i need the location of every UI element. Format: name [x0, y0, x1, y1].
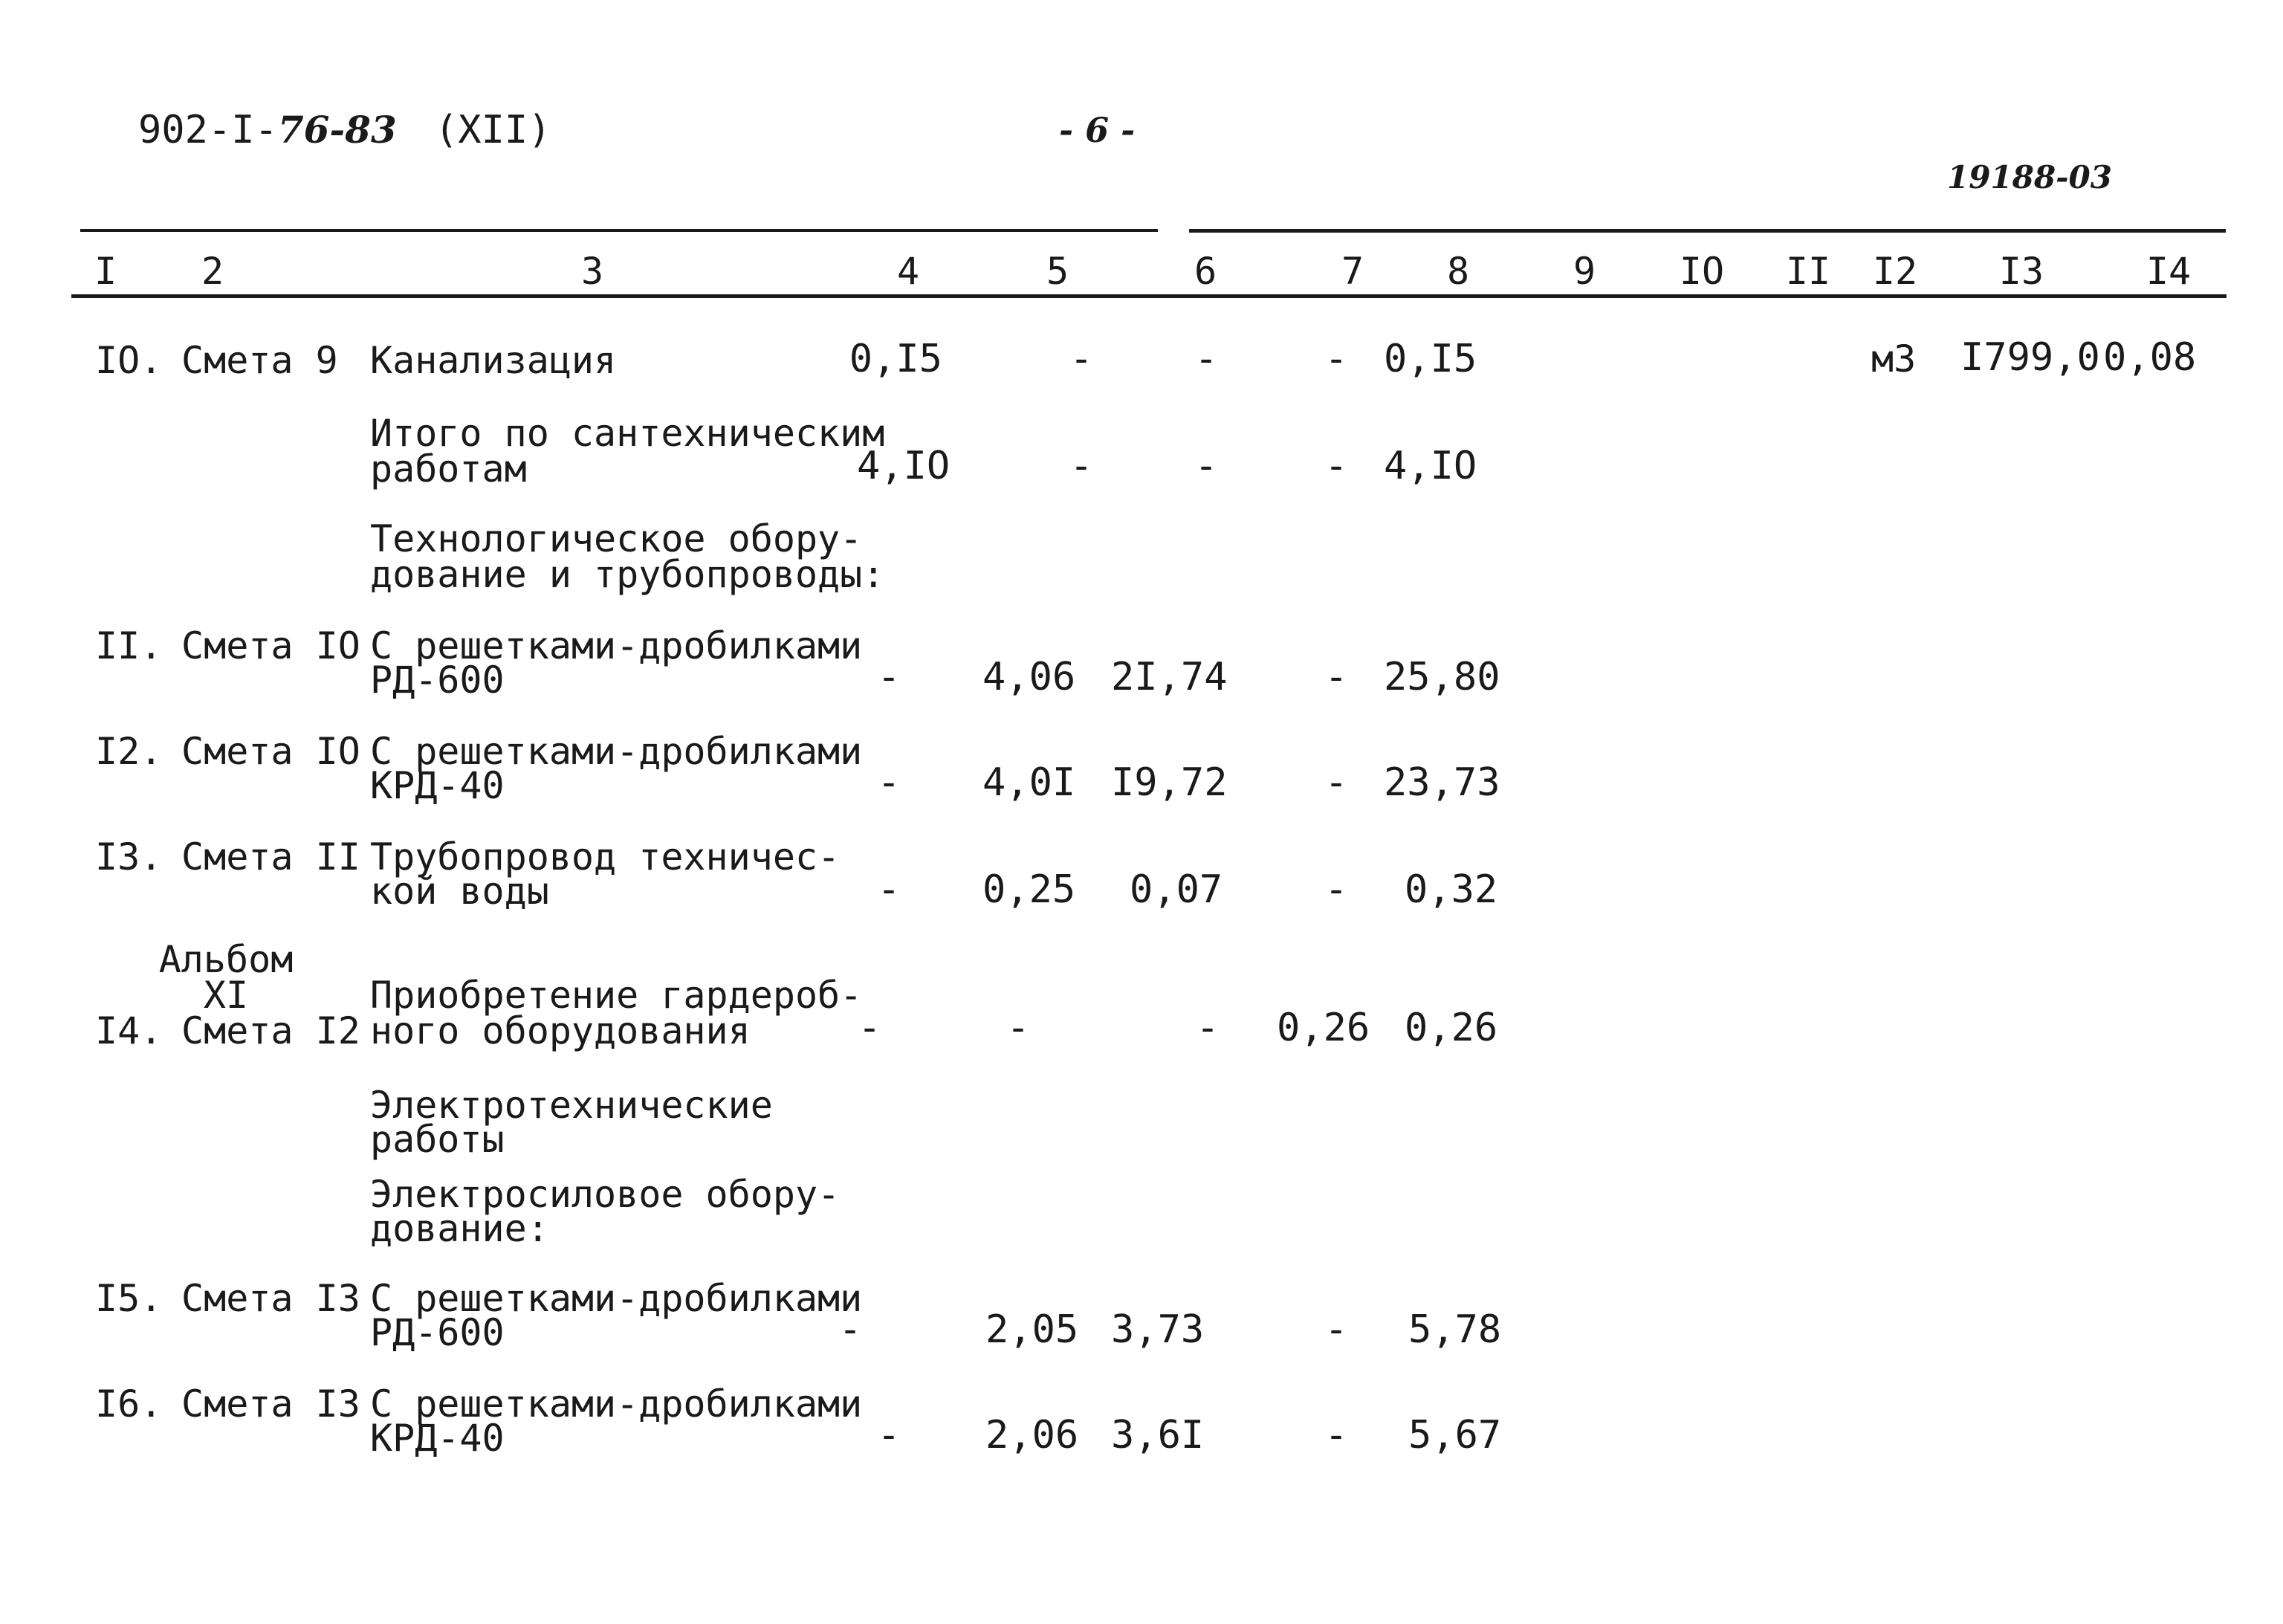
cell-col5: 2,06	[985, 1413, 1079, 1458]
work-description: С решетками-дробилками	[370, 730, 863, 773]
cell-col7: 0,26	[1277, 1006, 1370, 1050]
column-header: II	[1785, 250, 1831, 293]
cell-col12-unit: м3	[1871, 337, 1917, 381]
cell-col6: -	[1194, 337, 1218, 381]
cell-col5: 2,05	[985, 1307, 1079, 1352]
column-header: 3	[580, 250, 604, 293]
work-description: ного оборудования	[370, 1009, 751, 1052]
album-number: XI	[203, 974, 249, 1017]
cell-col7: -	[1324, 1413, 1348, 1458]
table-top-rule-right	[1189, 229, 2226, 233]
cell-col6: I9,72	[1111, 760, 1228, 805]
work-description: Приобретение гардероб-	[370, 974, 863, 1017]
header-bottom-rule	[71, 294, 2227, 298]
cell-col5: -	[1006, 1006, 1030, 1050]
row-number: IO.	[95, 339, 163, 382]
estimate-reference: Смета IO	[181, 730, 360, 773]
column-header: 7	[1341, 250, 1364, 293]
cell-col6: -	[1194, 444, 1218, 488]
cell-col14: 0,08	[2103, 335, 2197, 380]
document-code-handwritten: 76-83	[277, 108, 397, 152]
estimate-reference: Смета II	[181, 835, 360, 879]
cell-col6: 0,07	[1130, 867, 1223, 912]
column-header: I3	[1998, 250, 2044, 293]
row-number: I2.	[95, 730, 163, 773]
section-heading-line: Электросиловое обору-	[370, 1173, 841, 1216]
cell-col6: -	[1196, 1006, 1220, 1050]
cell-col4: -	[877, 655, 901, 699]
table-top-rule-left	[80, 229, 1158, 232]
cell-col7: -	[1324, 760, 1348, 805]
archive-number: 19188-03	[1947, 159, 2112, 195]
cell-col7: -	[1324, 655, 1348, 699]
work-description: РД-600	[370, 1311, 505, 1354]
cell-col8: 25,80	[1384, 655, 1500, 699]
work-description: Итого по сантехническим	[370, 412, 885, 455]
work-description: КРД-40	[370, 764, 505, 807]
work-description: работам	[370, 447, 527, 491]
cell-col8: 5,67	[1408, 1413, 1502, 1458]
work-description: кой воды	[370, 870, 549, 913]
cell-col8: 23,73	[1384, 760, 1500, 805]
estimate-reference: Смета 9	[181, 339, 338, 382]
section-heading-line: Электротехнические	[370, 1084, 773, 1127]
cell-col8: 4,IO	[1384, 444, 1477, 488]
column-header: 6	[1194, 250, 1217, 293]
cell-col6: 3,6I	[1111, 1413, 1205, 1458]
column-header: I2	[1872, 250, 1918, 293]
cell-col5: -	[1069, 444, 1093, 488]
column-header: 4	[896, 250, 920, 293]
column-header: I	[94, 250, 117, 293]
album-reference: Альбом	[158, 938, 294, 981]
document-code-printed: 902-I-	[138, 108, 278, 152]
column-header: 5	[1046, 250, 1069, 293]
cell-col4: -	[877, 867, 901, 912]
cell-col4: -	[858, 1006, 881, 1050]
estimate-reference: Смета I3	[181, 1382, 360, 1426]
column-header: I4	[2146, 250, 2192, 293]
cell-col7: -	[1324, 337, 1348, 381]
cell-col8: 0,32	[1405, 867, 1498, 912]
cell-col8: 5,78	[1408, 1307, 1502, 1352]
cell-col7: -	[1324, 1307, 1348, 1352]
work-description: Канализация	[370, 339, 617, 382]
column-header: 9	[1573, 250, 1596, 293]
cell-col5: 0,25	[982, 867, 1076, 912]
cell-col4: 0,I5	[849, 337, 942, 381]
cell-col4: -	[877, 760, 901, 805]
section-heading-line: работы	[370, 1118, 505, 1161]
cell-col5: -	[1069, 337, 1093, 381]
cell-col8: 0,26	[1405, 1006, 1498, 1050]
estimate-reference: Смета I3	[181, 1277, 360, 1320]
cell-col8: 0,I5	[1384, 337, 1477, 381]
column-header: IO	[1679, 250, 1725, 293]
cell-col7: -	[1324, 867, 1348, 912]
work-description: РД-600	[370, 659, 505, 702]
work-description: С решетками-дробилками	[370, 624, 863, 667]
work-description: С решетками-дробилками	[370, 1277, 863, 1320]
document-part: (XII)	[435, 108, 551, 152]
section-heading-line: дование и трубопроводы:	[370, 553, 885, 596]
cell-col5: 4,06	[982, 655, 1076, 699]
row-number: I6.	[95, 1382, 163, 1426]
cell-col7: -	[1324, 444, 1348, 488]
work-description: С решетками-дробилками	[370, 1382, 863, 1426]
cell-col4: -	[877, 1413, 901, 1458]
section-heading-line: Технологическое обору-	[370, 517, 863, 560]
estimate-reference: Смета IO	[181, 624, 360, 667]
row-number: I5.	[95, 1277, 163, 1320]
work-description: КРД-40	[370, 1417, 505, 1460]
estimate-reference: Смета I2	[181, 1009, 360, 1052]
section-heading-line: дование:	[370, 1207, 549, 1250]
cell-col4: 4,IO	[857, 444, 951, 488]
document-code	[138, 108, 397, 152]
column-header: 2	[201, 250, 224, 293]
page-number: - 6 -	[1059, 110, 1136, 150]
cell-col5: 4,0I	[982, 760, 1076, 805]
row-number: I3.	[95, 835, 163, 879]
row-number: I4.	[95, 1009, 163, 1052]
cell-col6: 2I,74	[1111, 655, 1228, 699]
column-header: 8	[1446, 250, 1470, 293]
cell-col13: I799,0	[1960, 335, 2100, 380]
cell-col4: -	[838, 1307, 862, 1352]
cell-col6: 3,73	[1111, 1307, 1205, 1352]
work-description: Трубопровод техничес-	[370, 835, 841, 879]
row-number: II.	[95, 624, 163, 667]
